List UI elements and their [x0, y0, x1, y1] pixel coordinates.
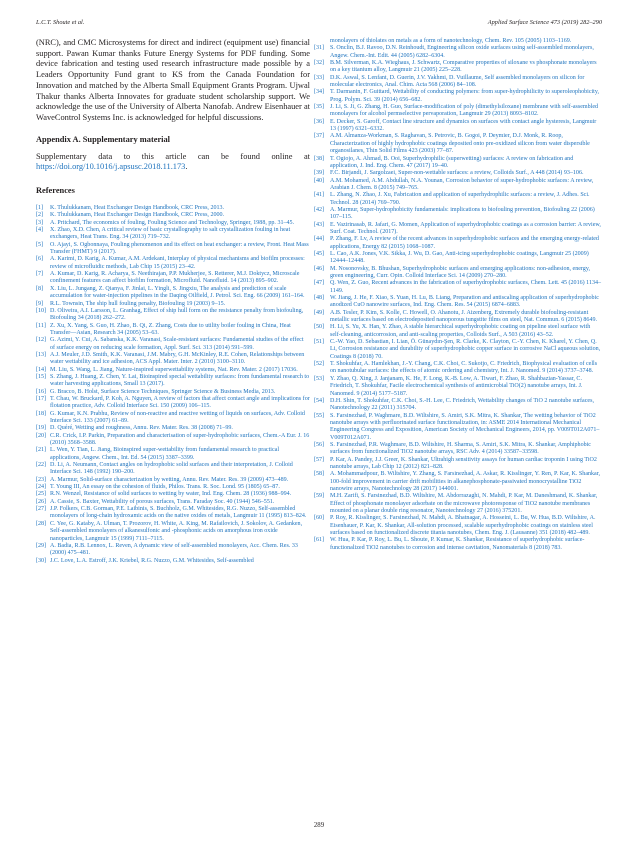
reference-number: [5]: [36, 241, 44, 248]
reference-text[interactable]: L. Cao, A.K. Jones, V.K. Sikka, J. Wu, D. Gao, Anti-icing superhydrophobic coatings, Langmuir 25 (2009) 12444–12448.: [330, 250, 589, 265]
reference-number: [23]: [36, 476, 47, 483]
reference-text[interactable]: A.M. Mohamed, A.M. Abdullah, N.A. Younan, Corrosion behavior of super-hydrophobic surfaces: A review, Arabian J. Chem. 8 (2015) 749–765.: [330, 177, 594, 191]
reference-text[interactable]: A. Badia, R.B. Lennox, L. Reven, A dynamic view of self-assembled monolayers, Acc. Chem. Res. 33 (2000) 475–481.: [50, 542, 298, 557]
reference-number: [59]: [314, 493, 325, 500]
reference-item[interactable]: [314, 45, 602, 60]
reference-text[interactable]: D. Oliveira, A.I. Larsson, L. Granhag, Effect of ship hull form on the resistance penalty from biofouling, Biofouling 34 (2018) 262–272.: [50, 307, 304, 322]
reference-item[interactable]: [36, 352, 310, 367]
header-journal: Applied Surface Science 473 (2019) 282–290: [487, 19, 602, 26]
reference-text[interactable]: H. Li, S. Yu, X. Han, Y. Zhao, A stable hierarchical superhydrophobic coating on pipeline steel surface with self-cleaning, anticorrosion, and anti-scaling properties, Colloids Surf., A 503 (2016) 43–52.: [330, 324, 591, 338]
reference-item[interactable]: [314, 251, 602, 266]
reference-number: [22]: [36, 462, 47, 469]
reference-item[interactable]: [36, 558, 310, 565]
reference-text[interactable]: L. Zhang, N. Zhao, J. Xu, Fabrication and application of superhydrophilic surfaces: a review, J. Adhes. Sci. Technol. 28 (2014) 769–790.: [330, 192, 590, 206]
reference-item[interactable]: [314, 133, 602, 155]
reference-number: [44]: [314, 236, 325, 243]
reference-text[interactable]: A.M. Almanza-Workman, S. Raghavan, S. Petrovic, B. Gogoi, P. Deymier, D.J. Monk, R. Roop, Characterization of highly hydrophobic coatings deposited onto pre-oxidized silicon from water dispersible organosilanes, Thin Solid Films 423 (2003) 77–87.: [330, 133, 590, 155]
reference-item[interactable]: [314, 104, 602, 119]
reference-text[interactable]: A. Mohammadpour, B. Wiltshire, Y. Zhang, S. Farsinezhad, A. Askar, R. Kisslinger, Y. Ren, P. Kar, K. Shankar, 100-fold improvement in carrier drift mobilities in alkanephosphonate-passivated monocrystalline TiO2 nanowire arrays, Nanotechnology 28 (2017) 144001.: [330, 471, 601, 492]
reference-item[interactable]: [36, 491, 310, 498]
reference-item[interactable]: [314, 310, 602, 325]
reference-number: [10]: [36, 307, 47, 314]
reference-text[interactable]: W. Hua, P. Kar, P. Roy, L. Bu, L. Shoute, P. Kumar, K. Shankar, Resistance of superhydrophobic surface-functionalized TiO2 nanotubes to corrosion and intense cavitation, Nanomaterials 8 (2018) 783.: [330, 537, 585, 551]
reference-item[interactable]: [36, 374, 310, 389]
reference-item[interactable]: [36, 323, 310, 338]
reference-number: [17]: [36, 395, 47, 402]
reference-text[interactable]: L. Wen, Y. Tian, L. Jiang, Bioinspired super-wettability from fundamental research to practical applications, Angew. Chem., Int. Ed. 54 (2015) 3387–3399.: [50, 447, 280, 461]
reference-text[interactable]: C.-W. Yao, D. Sebastian, I. Lian, Ö. Günaydın-Şen, R. Clarke, K. Clayton, C.-Y. Chen, K. Kharel, Y. Chen, Q. Li, Corrosion resistance and durability of superhydrophobic copper surface in corrosive NaCl aqueous solution, Coatings 8 (2018) 70.: [330, 339, 601, 360]
reference-text[interactable]: D. Quéré, Wetting and roughness, Annu. Rev. Mater. Res. 38 (2008) 71–99.: [50, 425, 233, 432]
header-authors: L.C.T. Shoute et al.: [36, 19, 85, 26]
reference-number: [9]: [36, 300, 44, 307]
reference-text[interactable]: K. Thulukkanam, Heat Exchanger Design Handbook, CRC Press, 2013.: [50, 205, 225, 212]
reference-number: [35]: [314, 104, 325, 111]
reference-number: [19]: [36, 425, 47, 432]
reference-number: [25]: [36, 491, 47, 498]
reference-number: [39]: [314, 170, 325, 177]
reference-number: [24]: [36, 484, 47, 491]
reference-number: [36]: [314, 118, 325, 125]
reference-number: [61]: [314, 537, 325, 544]
reference-item[interactable]: [314, 192, 602, 207]
reference-text[interactable]: G. Bracco, B. Holst, Surface Science Techniques, Springer Science & Business Media, 2013.: [50, 388, 276, 395]
reference-item[interactable]: [36, 337, 310, 352]
reference-item[interactable]: [36, 227, 310, 242]
reference-number: [54]: [314, 397, 325, 404]
reference-text[interactable]: A. Marmur, Super-hydrophobicity fundamentals: implications to biofouling prevention, Biofouling 22 (2006) 107–115.: [330, 206, 595, 221]
reference-text[interactable]: T. Chau, W. Bruckard, P. Koh, A. Nguyen, A review of factors that affect contact angle and implications for flotation practice, Adv. Colloid Interface Sci. 150 (2009) 106–115.: [50, 395, 310, 410]
supplementary-doi-link[interactable]: https://doi.org/10.1016/j.apsusc.2018.11.173: [36, 162, 186, 172]
reference-text[interactable]: D.K. Aswal, S. Lenfant, D. Guerin, J.V. Yakhmi, D. Vuillaume, Self assembled monolayers on silicon for molecular electronics, Anal. Chim. Acta 568 (2006) 84–108.: [330, 74, 585, 89]
reference-text[interactable]: D.H. Shin, T. Shokuhfar, C.K. Choi, S.-H. Lee, C. Friedrich, Wettability changes of TiO 2 nanotube surfaces, Nanotechnology 22 (2011) 315704.: [330, 397, 594, 412]
reference-text[interactable]: J.P. Folkers, C.B. Gorman, P.E. Laibinis, S. Buchholz, G.M. Whitesides, R.G. Nuzzo, Self-assembled monolayers of long-chain hydroxamic acids on the native oxides of metals, Langmuir 11 (1995) 813–824.: [50, 506, 307, 520]
reference-text[interactable]: G. Kumar, K.N. Prabhu, Review of non-reactive and reactive wetting of liquids on surfaces, Adv. Colloid Interface Sci. 133 (2007) 61–89.: [50, 410, 305, 424]
reference-text[interactable]: J.C. Love, L.A. Estroff, J.K. Kriebel, R.G. Nuzzo, G.M. Whitesides, Self-assembled: [50, 557, 254, 564]
reference-number: [7]: [36, 271, 44, 278]
reference-number: [49]: [314, 309, 325, 316]
reference-text[interactable]: A. Cassie, S. Baxter, Wettability of porous surfaces, Trans. Faraday Soc. 40 (1944) 546–551.: [50, 498, 275, 505]
reference-number: [28]: [36, 520, 47, 527]
reference-number: [55]: [314, 412, 325, 419]
reference-number: [16]: [36, 388, 47, 395]
reference-text[interactable]: T. Darmanin, F. Guittard, Wettability of conducting polymers: from super-hydrophilicity to superoleophobicity, Prog. Polym. Sci. 39 (2014) 656–682.: [330, 89, 600, 103]
reference-text[interactable]: P. Kar, A. Pandey, J.J. Greer, K. Shankar, Ultrahigh sensitivity assays for human cardiac troponin I using TiO2 nanotube arrays, Lab Chip 12 (2012) 821–828.: [330, 456, 597, 470]
reference-item[interactable]: [36, 411, 310, 426]
reference-number: [1]: [36, 205, 44, 212]
reference-item[interactable]: [36, 242, 310, 257]
appendix-text: Supplementary data to this article can be found online at: [36, 151, 310, 161]
reference-text[interactable]: C.R. Crick, I.P. Parkin, Preparation and characterisation of super-hydrophobic surfaces, Chem.-A Eur. J. 16 (2010) 3568–3588.: [50, 432, 310, 447]
reference-number: [41]: [314, 192, 325, 199]
reference-list-right: [314, 38, 602, 552]
reference-item[interactable]: [36, 389, 310, 396]
reference-text[interactable]: S. Farsinezhad, P. Waghmare, B.D. Wiltshire, S. Amiri, S.K. Mitra, K. Shankar, The wetting behavior of TiO2 nanotube arrays with perfluorinated surface functionalization, in: ASME 2014 International Mechanical Engineering Congress and Exposition, American Society of Mechanical Engineers, 2014, pp. V009T012A071–V009T012A071.: [330, 412, 600, 441]
reference-text[interactable]: T. Young III, An essay on the cohesion of fluids, Philos. Trans. R. Soc. Lond. 95 (1805) 65–87.: [50, 484, 280, 491]
reference-number: [48]: [314, 295, 325, 302]
reference-item[interactable]: [36, 462, 310, 477]
reference-number: [18]: [36, 410, 47, 417]
reference-text[interactable]: E. Vazirinasab, R. Jafari, G. Momen, Application of superhydrophobic coatings as a corrosion barrier: A review, Surf. Coat. Technol. (2017).: [330, 221, 601, 235]
reference-item[interactable]: [36, 308, 310, 323]
reference-text[interactable]: M. Nosonovsky, B. Bhushan, Superhydrophobic surfaces and emerging applications: non-adhesion, energy, green engineering, Curr. Opin. Colloid Interface Sci. 14 (2009) 270–280.: [330, 265, 590, 279]
reference-text[interactable]: G. Azimi, Y. Cui, A. Sabanska, K.K. Varanasi, Scale-resistant surfaces: Fundamental studies of the effect of surface energy on reducing scale formation, Appl. Surf. Sci. 313 (2014) 591–599.: [50, 337, 304, 351]
reference-text[interactable]: O. Ajayi, S. Ogbonnaya, Fouling phenomenon and its effect on heat exchanger: a review, Front. Heat Mass Transfer (FHMT) 9 (2017).: [50, 241, 309, 256]
reference-item[interactable]: [36, 506, 310, 521]
reference-item[interactable]: [36, 286, 310, 301]
appendix-heading: Appendix A. Supplementary material: [36, 134, 171, 144]
reference-text[interactable]: P. Zhang, F. Lv, A review of the recent advances in superhydrophobic surfaces and the emerging energy-related applications, Energy 82 (2015) 1068–1087.: [330, 236, 599, 250]
reference-number: [15]: [36, 373, 47, 380]
reference-item[interactable]: [314, 471, 602, 493]
reference-text[interactable]: J. Li, S. Ji, G. Zhang, H. Guo, Surface-modification of poly (dimethylsiloxane) membrane with self-assembled monolayers for alcohol permselective pervaporation, Langmuir 29 (2013) 8093–8102.: [330, 104, 599, 118]
reference-item[interactable]: [314, 60, 602, 75]
reference-number: [34]: [314, 89, 325, 96]
reference-item[interactable]: [36, 220, 310, 227]
reference-number: [11]: [36, 322, 46, 329]
reference-item[interactable]: [314, 339, 602, 361]
reference-text[interactable]: Z. Xu, X. Yang, S. Guo, H. Zhao, B. Qi, Z. Zhang, Costs due to utility boiler fouling in China, Heat Transfer—Asian, Research 34 (2005) 53–63.: [50, 322, 291, 336]
appendix-paragraph: [36, 152, 310, 173]
reference-item[interactable]: [314, 266, 602, 281]
reference-number: [50]: [314, 324, 325, 331]
reference-text[interactable]: R.L. Townsin, The ship hull fouling penalty, Biofouling 19 (2003) 9–15.: [50, 300, 226, 307]
reference-item[interactable]: [314, 236, 602, 251]
reference-item[interactable]: [36, 521, 310, 543]
reference-number: [314, 38, 330, 45]
reference-number: [21]: [36, 447, 47, 454]
reference-number: [14]: [36, 366, 47, 373]
reference-item[interactable]: [36, 367, 310, 374]
left-column: [36, 38, 310, 565]
reference-item[interactable]: [314, 493, 602, 515]
reference-item[interactable]: [314, 75, 602, 90]
reference-number: [31]: [314, 45, 325, 52]
reference-text[interactable]: S. Farsinezhad, P.R. Waghmare, B.D. Wiltshire, H. Sharma, S. Amiri, S.K. Mitra, K. Shankar, Amphiphobic surfaces from functionalized TiO2 nanotube arrays, RSC Adv. 4 (2014) 33587–33598.: [330, 441, 591, 456]
right-column: [314, 38, 602, 552]
reference-text[interactable]: T. Shokuhfar, A. Hamlekhan, J.-Y. Chang, C.K. Choi, C. Sukotjo, C. Friedrich, Biophysical evaluation of cells on nanotubular surfaces: the effects of atomic ordering and chemistry, Int. J. Nanomed. 9 (2014) 3737–3748.: [330, 361, 598, 375]
reference-text[interactable]: Y. Zhao, Q. Xing, J. Janjanam, K. He, F. Long, K.-B. Low, A. Tiwari, F. Zhao, R. Shahbazian-Yassar, C. Friedrich, T. Shokuhfar, Facile electrochemical synthesis of antimicrobial TiO(2) nanotube arrays, Int. J. Nanomed. 9 (2014) 5177–5187.: [330, 375, 583, 397]
reference-text[interactable]: X. Zhao, X.D. Chen, A critical review of basic crystallography to salt crystallization fouling in heat exchangers, Heat Trans. Eng. 34 (2013) 719–732.: [50, 227, 291, 241]
reference-text[interactable]: W. Jiang, J. He, F. Xiao, S. Yuan, H. Lu, B. Liang, Preparation and antiscaling application of superhydrophobic anodized CuO nanowire surfaces, Ind. Eng. Chem. Res. 54 (2015) 6874–6883.: [330, 295, 599, 309]
reference-text[interactable]: S. Onclin, B.J. Ravoo, D.N. Reinhoudt, Engineering silicon oxide surfaces using self-assembled monolayers, Angew. Chem.-Int. Edit. 44 (2005) 6282–6304.: [330, 45, 594, 59]
reference-number: [56]: [314, 441, 325, 448]
reference-item[interactable]: [314, 170, 602, 177]
reference-item[interactable]: [314, 442, 602, 457]
reference-number: [20]: [36, 432, 47, 439]
reference-item[interactable]: [314, 178, 602, 193]
reference-number: [2]: [36, 212, 44, 219]
reference-item[interactable]: [314, 537, 602, 552]
reference-text[interactable]: monolayers of thiolates on metals as a form of nanotechnology, Chem. Rev. 105 (2005) 1103–1169.: [330, 38, 572, 44]
reference-item[interactable]: [314, 376, 602, 398]
reference-list-left: [36, 205, 310, 565]
reference-number: [52]: [314, 361, 325, 368]
reference-text[interactable]: X. Liu, L. Jungang, Z. Qianya, F. Jinlai, L. Yingli, S. Jingxiu, The analysis and prediction of scale accumulation for water-injection pipelines in the Daqing Oilfield, J. Petrol. Sci. Eng. 66 (2009) 161–164.: [50, 285, 305, 300]
reference-text[interactable]: A. Karimi, D. Karig, A. Kumar, A.M. Ardekani, Interplay of physical mechanisms and biofilm processes: review of microfluidic methods, Lab Chip 15 (2015) 23–42.: [50, 256, 305, 270]
reference-number: [6]: [36, 256, 44, 263]
acknowledgement-paragraph: (NRC), and CMC Microsystems for direct and indirect (equipment use) financial support. Pawan Kumar thanks Future Energy Systems for PDF funding. Some device fabrication and testing used research infrastructure made possible by a Leaders Opportunity Fund grant to KS from the Canada Foundation for Innovation and matched by the Alberta Small Equipment Grants Program. Ujwal Thakur thanks Alberta Innovates for graduate student scholarship support. We acknowledge the use of the University of Alberta Nanofab. Andrew Eisenhauer at WaveControl Systems Inc. is acknowledged for helpful discussions.: [36, 38, 310, 122]
reference-number: [3]: [36, 219, 44, 226]
reference-text[interactable]: T. Ogiojo, A. Ahmad, B. Ooi, Superhydrophilic (superwetting) surfaces: A review on fabrication and application, J. Ind. Eng. Chem. 47 (2017) 19–40.: [330, 155, 574, 169]
reference-item[interactable]: [314, 398, 602, 413]
reference-item[interactable]: [36, 205, 310, 212]
reference-number: [47]: [314, 280, 325, 287]
reference-number: [45]: [314, 250, 325, 257]
reference-number: [32]: [314, 60, 325, 67]
reference-item[interactable]: [314, 207, 602, 222]
reference-item[interactable]: [314, 89, 602, 104]
reference-text[interactable]: A. Marmur, Solid-surface characterization by wetting, Annu. Rev. Mater. Res. 39 (2009) 473–489.: [50, 476, 289, 483]
reference-text[interactable]: P. Roy, R. Kisslinger, S. Farsinezhad, N. Mahdi, A. Bhatnagar, A. Hosseini, L. Bu, W. Hua, B.D. Wiltshire, A. Eisenhauer, P. Kar, K. Shankar, All-solution processed, scalable superhydrophobic coatings on stainless steel surfaces based on functionalized discrete titania nanotubes, Chem. Eng. J. (Lausanne) 351 (2018) 482–489.: [330, 515, 596, 537]
reference-text[interactable]: F.C. Birjandi, J. Sargolzaei, Super-non-wettable surfaces: a review, Colloids Surf., A 448 (2014) 93–106.: [330, 170, 584, 177]
reference-text[interactable]: S. Zhang, J. Huang, Z. Chen, Y. Lai, Bioinspired special wettability surfaces: from fundamental research to water harvesting applications, Small 13 (2017).: [50, 373, 310, 388]
appendix-end: .: [185, 162, 188, 172]
reference-number: [26]: [36, 498, 47, 505]
reference-text[interactable]: A. Kumar, D. Karig, R. Acharya, S. Neethirajan, P.P. Mukherjee, S. Retterer, M.J. Doktycz, Microscale confinement features can affect biofilm formation, Microfluid. Nanofluid. 14 (2013) 895–902.: [50, 271, 300, 285]
references-heading: References: [36, 186, 75, 196]
reference-text[interactable]: B.M. Silverman, K.A. Wieghaus, J. Schwartz, Comparative properties of siloxane vs phosphonate monolayers on a key titanium alloy, Langmuir 21 (2005) 225–228.: [330, 60, 597, 74]
reference-text[interactable]: C. Yee, G. Kataby, A. Ulman, T. Prozorov, H. White, A. King, M. Rafailovich, J. Sokolov, A. Gedanken, Self-assembled monolayers of alkanesulfonic and -phosphonic acids on amorphous iron oxide nanoparticles, Langmuir 15 (1999) 7111–7115.: [50, 520, 303, 542]
reference-number: [57]: [314, 456, 325, 463]
reference-item[interactable]: [314, 156, 602, 171]
reference-item[interactable]: [36, 271, 310, 286]
reference-text[interactable]: E. Decker, S. Garoff, Contact line structure and dynamics on surfaces with contact angle hysteresis, Langmuir 13 (1997) 6321–6332.: [330, 118, 597, 133]
reference-text[interactable]: R.N. Wenzel, Resistance of solid surfaces to wetting by water, Ind. Eng. Chem. 28 (1936) 988–994.: [50, 491, 292, 498]
reference-text[interactable]: A.J. Meuler, J.D. Smith, K.K. Varanasi, J.M. Mabry, G.H. McKinley, R.E. Cohen, Relationships between water wettability and ice adhesion, ACS Appl. Mater. Inter. 2 (2010) 3100–3110.: [50, 351, 305, 366]
reference-item[interactable]: [314, 119, 602, 134]
reference-text[interactable]: A.B. Tesler, P. Kim, S. Kolle, C. Howell, O. Ahanotu, J. Aizenberg, Extremely durable biofouling-resistant metallic surfaces based on electrodeposited nanoporous tungstite films on steel, Nat. Commun. 6 (2015) 8649.: [330, 309, 598, 324]
reference-number: [51]: [314, 339, 325, 346]
reference-number: [53]: [314, 375, 325, 382]
reference-number: [8]: [36, 285, 44, 292]
reference-text[interactable]: M.H. Zarifi, S. Farsinezhad, B.D. Wiltshire, M. Abdorrazaghi, N. Mahdi, P. Kar, M. Daneshmand, K. Shankar, Effect of phosphonate monolayer adsorbate on the microwave photoresponse of TiO2 nanotube membranes mounted on a planar double ring resonator, Nanotechnology 27 (2016) 375201.: [330, 493, 598, 514]
reference-item[interactable]: [314, 222, 602, 237]
reference-number: [46]: [314, 265, 325, 272]
running-header: [36, 19, 602, 29]
reference-item[interactable]: [314, 361, 602, 376]
reference-text[interactable]: Q. Wen, Z. Guo, Recent advances in the fabrication of superhydrophobic surfaces, Chem. Lett. 45 (2016) 1134–1149.: [330, 280, 602, 294]
reference-item[interactable]: [314, 295, 602, 310]
reference-number: [27]: [36, 506, 47, 513]
reference-item[interactable]: [36, 477, 310, 484]
reference-number: [58]: [314, 471, 325, 478]
reference-item[interactable]: [314, 515, 602, 537]
reference-number: [12]: [36, 337, 47, 344]
page-number: 289: [313, 822, 325, 829]
reference-item[interactable]: [314, 457, 602, 472]
reference-item[interactable]: [36, 396, 310, 411]
reference-number: [4]: [36, 227, 44, 234]
reference-text[interactable]: K. Thulukkanam, Heat Exchanger Design Handbook, CRC Press, 2000.: [50, 212, 225, 219]
reference-item[interactable]: [36, 256, 310, 271]
reference-number: [13]: [36, 351, 47, 358]
reference-item[interactable]: [36, 543, 310, 558]
reference-number: [43]: [314, 221, 325, 228]
reference-item[interactable]: [36, 447, 310, 462]
reference-item[interactable]: [314, 324, 602, 339]
reference-text[interactable]: M. Liu, S. Wang, L. Jiang, Nature-inspired superwettability systems, Nat. Rev. Mater. 2 (2017) 17036.: [50, 366, 298, 373]
reference-text[interactable]: D. Li, A. Neumann, Contact angles on hydrophobic solid surfaces and their interpretation, J. Colloid Interface Sci. 148 (1992) 190–200.: [50, 462, 293, 476]
reference-item[interactable]: [36, 301, 310, 308]
reference-item[interactable]: [314, 413, 602, 442]
reference-item[interactable]: [36, 425, 310, 432]
reference-text[interactable]: A. Pritchard, The economics of fouling, Fouling Science and Technology, Springer, 1988, pp. 31–45.: [50, 219, 295, 226]
reference-item[interactable]: [36, 212, 310, 219]
reference-item[interactable]: [314, 280, 602, 295]
reference-number: [42]: [314, 206, 325, 213]
reference-number: [60]: [314, 515, 325, 522]
reference-number: [38]: [314, 155, 325, 162]
reference-number: [40]: [314, 177, 325, 184]
reference-number: [33]: [314, 74, 325, 81]
reference-number: [29]: [36, 542, 47, 549]
reference-number: [30]: [36, 557, 47, 564]
reference-item[interactable]: [36, 433, 310, 448]
reference-number: [37]: [314, 133, 325, 140]
